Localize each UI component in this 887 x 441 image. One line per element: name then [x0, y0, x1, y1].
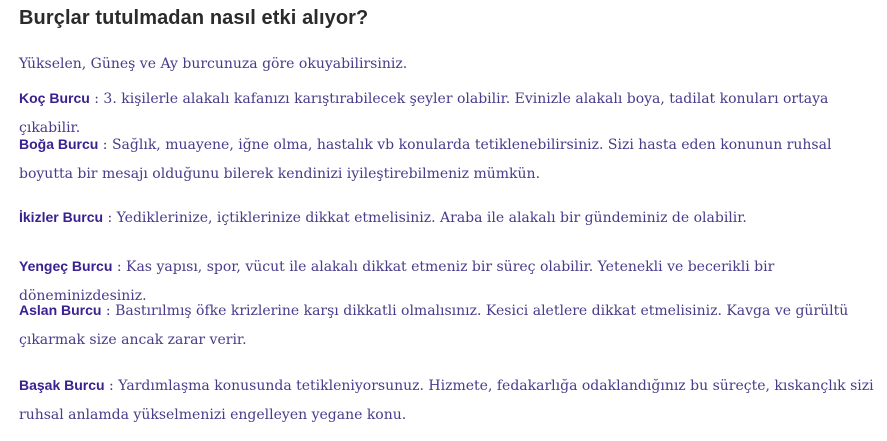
- separator: :: [104, 378, 119, 394]
- sign-name: İkizler Burcu: [19, 209, 104, 225]
- separator: :: [89, 91, 104, 107]
- sign-name: Aslan Burcu: [19, 302, 102, 318]
- sign-name: Koç Burcu: [19, 90, 90, 106]
- separator: :: [112, 259, 126, 275]
- sign-name: Yengeç Burcu: [19, 258, 113, 274]
- entry-text: 3. kişilerle alakalı kafanızı karıştırabilecek şeyler olabilir. Evinizle alakalı boya, tadilat konuları ortaya çıkabilir.: [19, 91, 829, 136]
- sign-name: Boğa Burcu: [19, 136, 99, 152]
- separator: :: [103, 210, 117, 226]
- horoscope-entry-basak: [19, 371, 879, 430]
- entry-text: Kas yapısı, spor, vücut ile alakalı dikkat etmeniz bir süreç olabilir. Yetenekli ve becerikli bir döneminizdesiniz.: [19, 259, 775, 304]
- entry-text: Sağlık, muayene, iğne olma, hastalık vb konularda tetiklenebilirsiniz. Sizi hasta eden konunun ruhsal boyutta bir mesajı olduğunu bilerek kendinizi iyileştirebilmeniz mümkün.: [19, 137, 832, 182]
- separator: :: [98, 137, 112, 153]
- horoscope-entry-boga: [19, 130, 879, 189]
- horoscope-entry-ikizler: [19, 203, 879, 233]
- entry-text: Bastırılmış öfke krizlerine karşı dikkatli olmalısınız. Kesici aletlere dikkat etmelisiniz. Kavga ve gürültü çıkarmak size ancak zarar verir.: [19, 303, 849, 348]
- intro-paragraph: Yükselen, Güneş ve Ay burcunuza göre okuyabilirsiniz.: [19, 56, 408, 72]
- sign-name: Başak Burcu: [19, 377, 105, 393]
- separator: :: [101, 303, 116, 319]
- entry-text: Yardımlaşma konusunda tetikleniyorsunuz. Hizmete, fedakarlığa odaklandığınız bu süreçte, kıskançlık sizi ruhsal anlamda yükselmenizi engelleyen yegane konu.: [19, 378, 874, 423]
- entry-text: Yediklerinize, içtiklerinize dikkat etmelisiniz. Araba ile alakalı bir gündeminiz de olabilir.: [116, 210, 747, 226]
- horoscope-entry-aslan: [19, 296, 879, 355]
- article-heading: Burçlar tutulmadan nasıl etki alıyor?: [19, 7, 369, 29]
